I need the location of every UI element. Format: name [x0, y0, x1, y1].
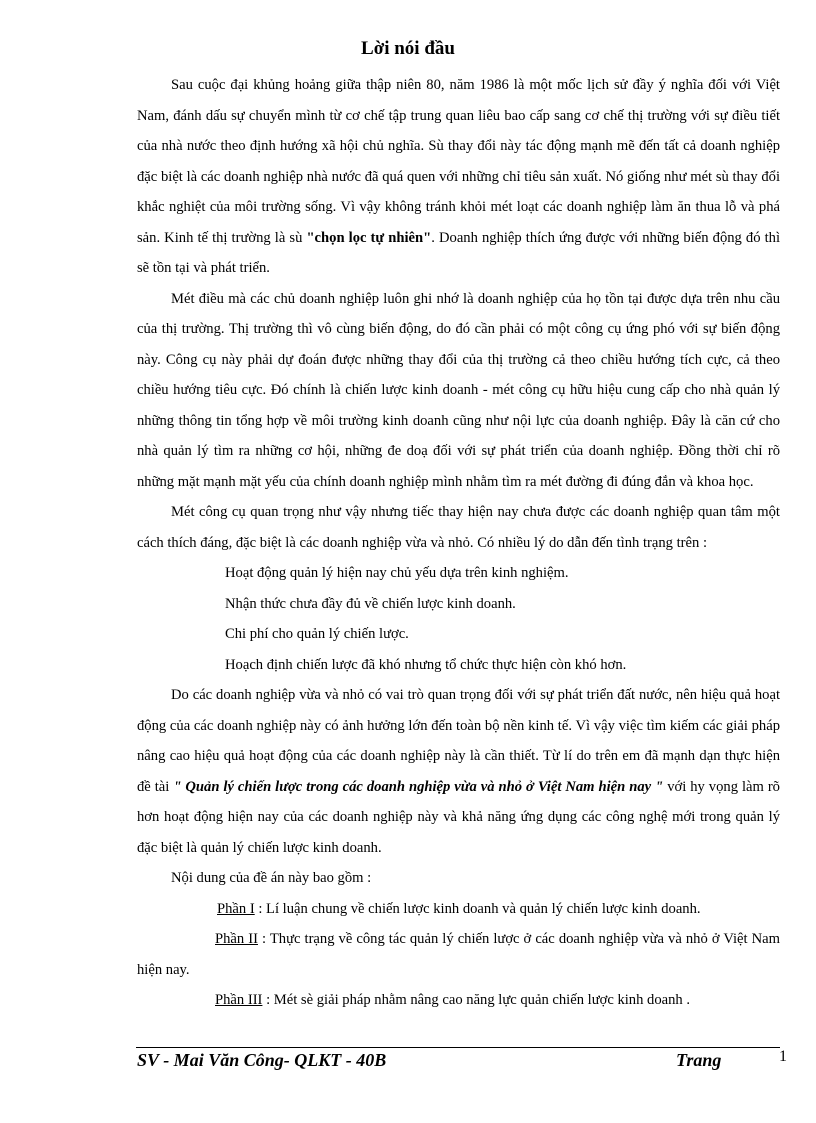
list-item: Hoạch định chiến lược đã khó nhưng tổ chức thực hiện còn khó hơn.	[225, 656, 627, 673]
part-one-text: : Lí luận chung về chiến lược kinh doanh và quản lý chiến lược kinh doanh.	[254, 900, 701, 917]
paragraph-intro	[137, 70, 780, 284]
footer-divider	[136, 1047, 780, 1048]
paragraph-intro-text: Sau cuộc đại khủng hoảng giữa thập niên 80, năm 1986 là một mốc lịch sử đầy ý nghĩa đối với Việt Nam, đánh dấu sự chuyển mình từ cơ chế tập trung quan liêu bao cấp sang cơ chế thị trường với sự điều tiết của nhà nước theo định hướng xã hội chủ nghĩa. Sù thay đổi này tác động mạnh mẽ đến tất cả doanh nghiệp đặc biệt là các doanh nghiệp nhà nước đã quá quen với những chỉ tiêu sản xuất. Nó giống như mét sù thay đổi khắc nghiệt của môi trường sống. Vì vậy không tránh khỏi mét loạt các doanh nghiệp làm ăn thua lỗ và phá sản. Kinh tế thị trường là sù	[137, 77, 780, 246]
page-number: 1	[779, 1048, 787, 1065]
part-one-label: Phần I	[217, 900, 255, 917]
paragraph-topic-text-end: với hy vọng làm rõ hơn hoạt động hiện nay của các doanh nghiệp này và khả năng ứng dụng các công nghệ mới trong quản lý đặc biệt là quản lý chiến lược kinh doanh.	[137, 778, 780, 856]
footer-author: SV - Mai Văn Công- QLKT - 40B	[137, 1050, 387, 1070]
paragraph-strategy: Mét điều mà các chủ doanh nghiệp luôn ghi nhớ là doanh nghiệp của họ tồn tại được dựa trên nhu cầu của thị trường. Thị trường thì vô cùng biến động, do đó cần phải có một công cụ ứng phó với sự biến động này. Công cụ này phải dự đoán được những thay đổi của thị trường cả theo chiều hướng tích cực, cả theo chiều hướng tiêu cực. Đó chính là chiến lược kinh doanh - mét công cụ hữu hiệu cung cấp cho nhà quản lý những thông tin tổng hợp về môi trường kinh doanh cũng như nội lực của doanh nghiệp. Đây là căn cứ cho nhà quản lý tìm ra những cơ hội, những đe doạ đối với sự phát triển của doanh nghiệp. Đồng thời chỉ rõ những mặt mạnh mặt yếu của chính doanh nghiệp mình nhằm tìm ra mét đường đi đúng đắn và khoa học.	[137, 290, 780, 490]
list-item: Hoạt động quản lý hiện nay chủ yếu dựa trên kinh nghiệm.	[225, 565, 569, 581]
part-three-label: Phần III	[215, 992, 263, 1008]
paragraph-topic-text: Do các doanh nghiệp vừa và nhỏ có vai trò quan trọng đối với sự phát triển đất nước, nên hiệu quả hoạt động của các doanh nghiệp này có ảnh hưởng lớn đến toàn bộ nền kinh tế. Vì vậy việc tìm kiếm các giải pháp nâng cao hiệu quả hoạt động của các doanh nghiệp này là cần thiết. Từ lí do trên em đã mạnh dạn thực hiện đề tài	[137, 687, 780, 795]
part-three	[137, 985, 780, 1016]
list-item: Nhận thức chưa đầy đủ về chiến lược kinh doanh.	[225, 595, 516, 612]
part-two	[137, 924, 780, 985]
paragraph-intro-text-end: . Doanh nghiệp thích ứng được với những biến động đó thì sẽ tồn tại và phát triển.	[137, 229, 780, 276]
paragraph-contents: Nội dung của đề án này bao gồm :	[171, 870, 372, 886]
paragraph-intro-bold: "chọn lọc tự nhiên"	[306, 229, 432, 246]
paragraph-topic	[137, 680, 780, 863]
page-title: Lời nói đầu	[361, 38, 455, 59]
part-three-text: : Mét sè giải pháp nhằm nâng cao năng lực quản chiến lược kinh doanh .	[262, 992, 691, 1008]
list-item: Chi phí cho quản lý chiến lược.	[225, 626, 409, 642]
footer-page-label: Trang	[676, 1050, 722, 1070]
part-one	[137, 894, 780, 925]
part-two-text: : Thực trạng về công tác quản lý chiến lược ở các doanh nghiệp vừa và nhỏ ở Việt Nam hiện nay.	[137, 931, 780, 978]
paragraph-reasons-intro: Mét công cụ quan trọng như vậy nhưng tiếc thay hiện nay chưa được các doanh nghiệp quan tâm một cách thích đáng, đặc biệt là các doanh nghiệp vừa và nhỏ. Có nhiều lý do dẫn đến tình trạng trên :	[137, 504, 780, 551]
topic-title: " Quản lý chiến lược trong các doanh nghiệp vừa và nhỏ ở Việt Nam hiện nay "	[173, 778, 664, 795]
reasons-list	[137, 558, 780, 680]
document-body	[137, 70, 780, 1016]
part-two-label: Phần II	[215, 931, 258, 947]
